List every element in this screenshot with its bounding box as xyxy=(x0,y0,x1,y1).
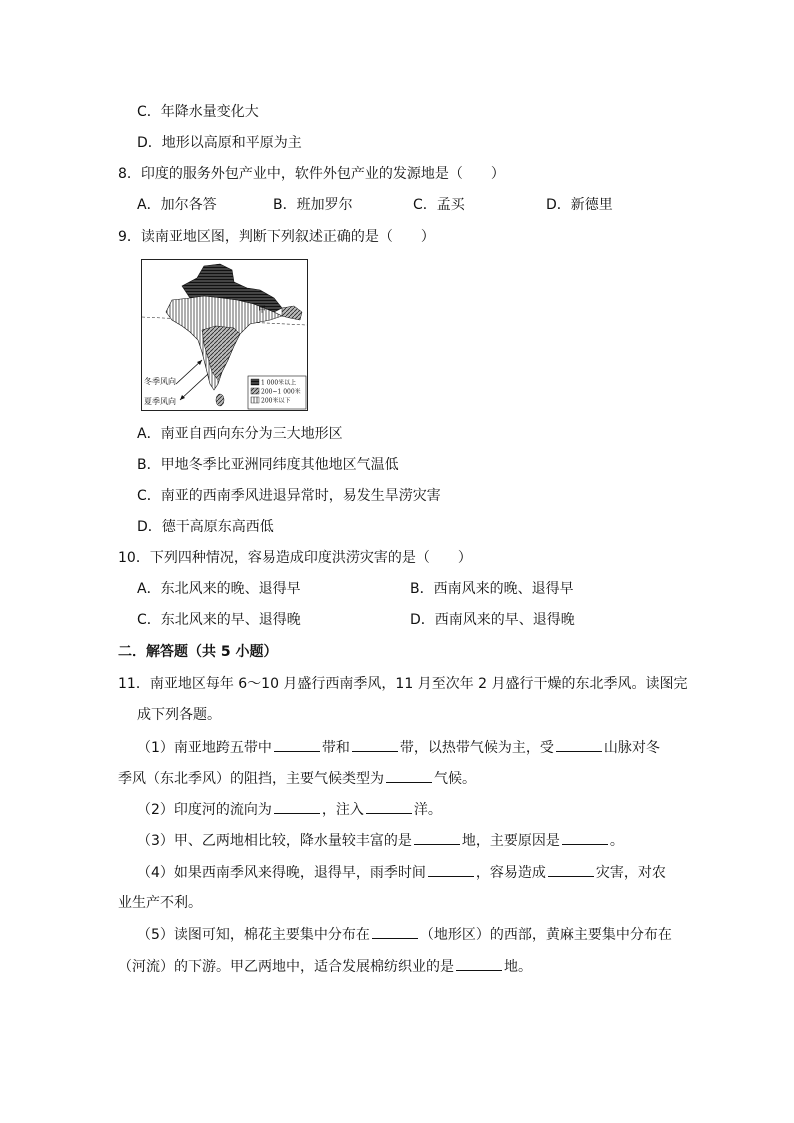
legend-swatch-mid xyxy=(251,388,259,394)
q9-stem: 9．读南亚地区图，判断下列叙述正确的是（ ） xyxy=(118,229,435,245)
q11-p3-text-a: （3）甲、乙两地相比较，降水量较丰富的是 xyxy=(137,833,412,849)
q10-option-c: C．东北风来的早、退得晚 xyxy=(137,612,301,628)
answer-blank[interactable] xyxy=(372,924,418,939)
answer-blank[interactable] xyxy=(386,768,432,783)
q11-p2-text-b: ，注入 xyxy=(321,802,364,818)
q11-p1-text-e: 季风（东北季风）的阻挡，主要气候类型为 xyxy=(118,771,384,787)
q11-p5-text-a: （5）读图可知，棉花主要集中分布在 xyxy=(137,927,370,943)
q11-part1-line1 xyxy=(137,737,660,758)
winter-wind-label: 冬季风向 xyxy=(144,377,176,386)
q11-part3 xyxy=(137,830,624,851)
q11-p5-text-d: 地。 xyxy=(504,959,532,975)
q9-option-d: D．德干高原东高西低 xyxy=(137,519,274,535)
answer-blank[interactable] xyxy=(548,862,594,877)
summer-wind-label: 夏季风向 xyxy=(144,397,176,406)
answer-blank[interactable] xyxy=(428,862,474,877)
q11-p5-text-c: （河流）的下游。甲乙两地中，适合发展棉纺织业的是 xyxy=(118,959,454,975)
q8-option-b: B．班加罗尔 xyxy=(273,197,353,213)
answer-blank[interactable] xyxy=(556,737,602,752)
q11-p3-text-c: 。 xyxy=(609,833,624,849)
south-asia-map-graphic xyxy=(142,260,307,410)
q9-option-a: A．南亚自西向东分为三大地形区 xyxy=(137,426,343,442)
q8-stem: 8．印度的服务外包产业中，软件外包产业的发源地是（ ） xyxy=(118,166,505,182)
q11-p1-text-a: （1）南亚地跨五带中 xyxy=(137,740,272,756)
q11-p1-text-b: 带和 xyxy=(321,740,350,756)
answer-blank[interactable] xyxy=(414,830,460,845)
legend-label-mid: 200~1 000米 xyxy=(261,388,301,396)
q7-option-c: C．年降水量变化大 xyxy=(137,104,259,120)
q11-part5-line1 xyxy=(137,924,672,945)
q10-option-b: B．西南风来的晚、退得早 xyxy=(410,581,574,597)
q9-option-c: C．南亚的西南季风进退异常时，易发生旱涝灾害 xyxy=(137,488,441,504)
answer-blank[interactable] xyxy=(456,956,502,971)
q9-option-b: B．甲地冬季比亚洲同纬度其他地区气温低 xyxy=(137,457,399,473)
answer-blank[interactable] xyxy=(366,799,412,814)
q11-p4-text-b: ，容易造成 xyxy=(475,865,546,881)
legend-swatch-high xyxy=(251,379,259,385)
q7-option-d: D．地形以高原和平原为主 xyxy=(137,135,302,151)
section-heading: 二．解答题（共 5 小题） xyxy=(118,644,278,660)
q11-p2-text-c: 洋。 xyxy=(413,802,442,818)
answer-blank[interactable] xyxy=(562,830,608,845)
q11-part4-line1 xyxy=(137,862,666,883)
q11-p3-text-b: 地，主要原因是 xyxy=(461,833,560,849)
q11-p1-text-f: 气候。 xyxy=(434,771,476,787)
q8-option-d: D．新德里 xyxy=(546,197,613,213)
q10-option-d: D．西南风来的早、退得晚 xyxy=(410,612,575,628)
q11-part2 xyxy=(137,799,442,820)
q11-part4-line2: 业生产不利。 xyxy=(118,895,202,911)
legend-label-low: 200米以下 xyxy=(261,397,291,405)
answer-blank[interactable] xyxy=(274,799,320,814)
q11-part5-line2 xyxy=(118,956,532,977)
q11-p4-text-c: 灾害，对农 xyxy=(595,865,666,881)
answer-blank[interactable] xyxy=(274,737,320,752)
q11-p1-text-d: 山脉对冬 xyxy=(603,740,660,756)
q11-stem-line1: 11．南亚地区每年 6～10 月盛行西南季风，11 月至次年 2 月盛行干燥的东北季风。读图完 xyxy=(118,676,688,692)
answer-blank[interactable] xyxy=(352,737,398,752)
q11-p5-text-b: （地形区）的西部，黄麻主要集中分布在 xyxy=(419,927,672,943)
legend-swatch-low xyxy=(251,397,259,403)
q10-stem: 10．下列四种情况，容易造成印度洪涝灾害的是（ ） xyxy=(118,550,472,566)
q11-part1-line2 xyxy=(118,768,476,789)
q11-stem-line2: 成下列各题。 xyxy=(137,707,221,723)
map-label-jia: 甲 xyxy=(258,305,266,314)
q11-p1-text-c: 带，以热带气候为主，受 xyxy=(399,740,554,756)
q10-option-a: A．东北风来的晚、退得早 xyxy=(137,581,301,597)
legend-label-high: 1 000米以上 xyxy=(261,379,297,387)
q11-p4-text-a: （4）如果西南季风来得晚，退得早，雨季时间 xyxy=(137,865,426,881)
q11-p2-text-a: （2）印度河的流向为 xyxy=(137,802,272,818)
q8-option-a: A．加尔各答 xyxy=(137,197,217,213)
q8-option-c: C．孟买 xyxy=(413,197,465,213)
south-asia-map xyxy=(141,259,308,411)
